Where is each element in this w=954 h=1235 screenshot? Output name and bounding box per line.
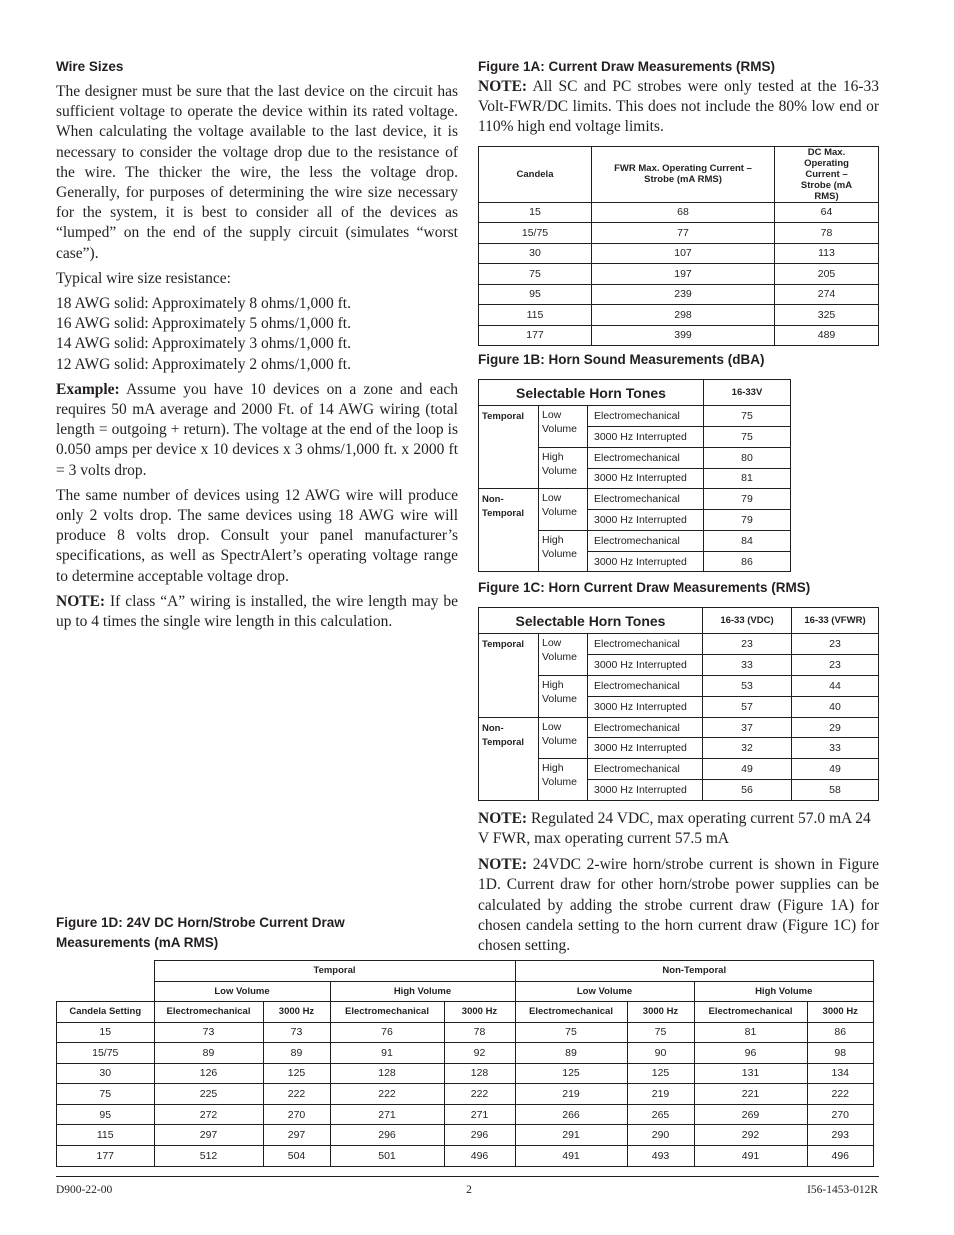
- column-header: 16-33 (VFWR): [792, 608, 879, 634]
- table-cell: 271: [330, 1104, 444, 1125]
- section-heading: Wire Sizes: [56, 59, 124, 74]
- awg-item: 14 AWG solid: Approximately 3 ohms/1,000 ft.: [56, 335, 351, 353]
- paragraph-example: [56, 380, 458, 481]
- table-cell: 125: [627, 1063, 694, 1084]
- column-header: DC Max. Operating Current – Strobe (mA RMS): [775, 146, 879, 202]
- table-cell: 30: [57, 1063, 155, 1084]
- table-cell: 125: [263, 1063, 330, 1084]
- empty-corner: [57, 961, 155, 982]
- table-cell: 491: [694, 1146, 807, 1167]
- table-cell: 265: [627, 1104, 694, 1125]
- table-cell: 33: [792, 738, 879, 759]
- footer-part-number: I56-1453-012R: [807, 1184, 878, 1196]
- figure-1c-table: [478, 607, 879, 800]
- table-cell: 81: [694, 1022, 807, 1043]
- footer-doc-number: D900-22-00: [56, 1184, 113, 1196]
- table-cell: 115: [479, 305, 592, 326]
- paragraph-class-a-note: [56, 592, 458, 632]
- table-cell: 219: [515, 1084, 627, 1105]
- table-cell: 177: [57, 1146, 155, 1167]
- table-cell: 266: [515, 1104, 627, 1125]
- table-cell: 86: [704, 551, 791, 572]
- table-cell: 270: [807, 1104, 874, 1125]
- table-cell: 15: [57, 1022, 155, 1043]
- note-text: 24VDC 2-wire horn/strobe current is shown in Figure 1D. Current draw for other horn/strobe power supplies can be calculated by adding the strobe current draw (Figure 1A) for chosen candela setting to the horn current draw (Figure 1C) for chosen setting.: [478, 856, 879, 955]
- tone-label: Electromechanical: [588, 759, 703, 780]
- tone-label: 3000 Hz Interrupted: [588, 510, 704, 531]
- table-cell: 222: [807, 1084, 874, 1105]
- column-header: FWR Max. Operating Current – Strobe (mA RMS): [592, 146, 775, 202]
- tone-label: Electromechanical: [588, 489, 704, 510]
- table-row: [57, 1104, 874, 1125]
- table-row: [479, 284, 879, 305]
- figure-1a-table: [478, 146, 879, 347]
- table-cell: 274: [775, 284, 879, 305]
- column-header: Selectable Horn Tones: [479, 608, 703, 634]
- table-cell: 78: [444, 1022, 515, 1043]
- tone-label: 3000 Hz Interrupted: [588, 696, 703, 717]
- table-cell: 37: [703, 717, 792, 738]
- figures-column: [478, 58, 879, 956]
- table-cell: 89: [263, 1043, 330, 1064]
- table-cell: 512: [154, 1146, 263, 1167]
- column-header: Electromechanical: [154, 1002, 263, 1023]
- table-cell: 291: [515, 1125, 627, 1146]
- volume-label: High Volume: [539, 759, 588, 801]
- table-cell: 98: [807, 1043, 874, 1064]
- table-cell: 219: [627, 1084, 694, 1105]
- table-cell: 113: [775, 243, 879, 264]
- tone-label: 3000 Hz Interrupted: [588, 738, 703, 759]
- tone-label: 3000 Hz Interrupted: [588, 655, 703, 676]
- note-label: NOTE:: [56, 592, 106, 610]
- tone-label: 3000 Hz Interrupted: [588, 780, 703, 801]
- table-cell: 296: [444, 1125, 515, 1146]
- empty-corner: [57, 981, 155, 1002]
- column-header: 16-33 (VDC): [703, 608, 792, 634]
- column-header: Candela Setting: [57, 1002, 155, 1023]
- table-cell: 89: [515, 1043, 627, 1064]
- tone-label: 3000 Hz Interrupted: [588, 468, 704, 489]
- table-cell: 64: [775, 202, 879, 223]
- table-row: [57, 1146, 874, 1167]
- column-header: 3000 Hz: [807, 1002, 874, 1023]
- figure-1b-table: [478, 379, 791, 572]
- table-row: [479, 406, 791, 427]
- table-cell: 30: [479, 243, 592, 264]
- tone-label: Electromechanical: [588, 406, 704, 427]
- table-row: [479, 202, 879, 223]
- paragraph-typical: Typical wire size resistance:: [56, 269, 231, 287]
- table-cell: 91: [330, 1043, 444, 1064]
- table-cell: 95: [479, 284, 592, 305]
- note-2-wire-current: [478, 855, 879, 956]
- table-cell: 107: [592, 243, 775, 264]
- column-header: 3000 Hz: [444, 1002, 515, 1023]
- table-cell: 53: [703, 676, 792, 697]
- table-row: [57, 1125, 874, 1146]
- table-cell: 271: [444, 1104, 515, 1125]
- figure-1c-title: Figure 1C: Horn Current Draw Measurements (RMS): [478, 580, 811, 596]
- table-cell: 79: [704, 510, 791, 531]
- table-row: [479, 676, 879, 697]
- group-header-temporal: Temporal: [154, 961, 515, 982]
- example-text: Assume you have 10 devices on a zone and each requires 50 mA average and 2000 Ft. of 14 AWG wiring (total length = outgoing + return). The voltage at the end of the loop is 0.050 amps per device x 10 devices x 3 ohms/1,000 ft. x 2000 ft = 3 volts drop.: [56, 380, 458, 479]
- table-cell: 222: [330, 1084, 444, 1105]
- table-cell: 270: [263, 1104, 330, 1125]
- footer-page-number: 2: [466, 1184, 472, 1196]
- note-label: NOTE:: [478, 78, 528, 95]
- volume-label: Low Volume: [539, 634, 588, 676]
- table-cell: 95: [57, 1104, 155, 1125]
- mode-label: Non-Temporal: [479, 489, 539, 572]
- table-row: [57, 1084, 874, 1105]
- figure-1a-title: Figure 1A: Current Draw Measurements (RMS): [478, 59, 776, 74]
- table-cell: 493: [627, 1146, 694, 1167]
- column-header: Electromechanical: [330, 1002, 444, 1023]
- tone-label: Electromechanical: [588, 676, 703, 697]
- table-row: [479, 717, 879, 738]
- table-cell: 496: [807, 1146, 874, 1167]
- table-cell: 134: [807, 1063, 874, 1084]
- table-cell: 32: [703, 738, 792, 759]
- column-header: Candela: [479, 146, 592, 202]
- table-cell: 73: [154, 1022, 263, 1043]
- column-header: Electromechanical: [515, 1002, 627, 1023]
- table-cell: 75: [479, 264, 592, 285]
- table-cell: 90: [627, 1043, 694, 1064]
- subgroup-header: Low Volume: [154, 981, 330, 1002]
- table-cell: 296: [330, 1125, 444, 1146]
- table-row: [479, 634, 879, 655]
- table-cell: 44: [792, 676, 879, 697]
- table-row: [479, 759, 879, 780]
- volume-label: Low Volume: [539, 489, 588, 531]
- table-row: [479, 325, 879, 346]
- table-cell: 221: [694, 1084, 807, 1105]
- figure-1d-title: Figure 1D: 24V DC Horn/Strobe Current Draw Measurements (mA RMS): [56, 915, 345, 950]
- table-cell: 272: [154, 1104, 263, 1125]
- tone-label: Electromechanical: [588, 447, 704, 468]
- table-cell: 292: [694, 1125, 807, 1146]
- table-row: [479, 264, 879, 285]
- table-cell: 79: [704, 489, 791, 510]
- table-cell: 15: [479, 202, 592, 223]
- table-cell: 80: [704, 447, 791, 468]
- table-cell: 15/75: [57, 1043, 155, 1064]
- note-text: All SC and PC strobes were only tested at the 16-33 Volt-FWR/DC limits. This does not include the 80% low end or 110% high end voltage limits.: [478, 78, 879, 136]
- tone-label: 3000 Hz Interrupted: [588, 551, 704, 572]
- mode-label: Temporal: [479, 634, 539, 717]
- table-cell: 75: [515, 1022, 627, 1043]
- table-cell: 76: [330, 1022, 444, 1043]
- table-cell: 222: [444, 1084, 515, 1105]
- mode-label: Non-Temporal: [479, 717, 539, 800]
- table-cell: 489: [775, 325, 879, 346]
- table-cell: 89: [154, 1043, 263, 1064]
- column-header: 3000 Hz: [627, 1002, 694, 1023]
- note-label: NOTE:: [478, 809, 528, 827]
- figure-1a-note: [478, 77, 879, 138]
- table-cell: 131: [694, 1063, 807, 1084]
- tone-label: Electromechanical: [588, 634, 703, 655]
- awg-item: 12 AWG solid: Approximately 2 ohms/1,000 ft.: [56, 355, 351, 373]
- subgroup-header: High Volume: [694, 981, 874, 1002]
- column-header: 16-33V: [704, 380, 791, 406]
- note-text: Regulated 24 VDC, max operating current 57.0 mA 24 V FWR, max operating current 57.5 mA: [478, 809, 871, 848]
- table-cell: 68: [592, 202, 775, 223]
- volume-label: Low Volume: [539, 717, 588, 759]
- awg-list: [56, 294, 458, 375]
- table-cell: 75: [57, 1084, 155, 1105]
- table-cell: 75: [704, 426, 791, 447]
- table-cell: 197: [592, 264, 775, 285]
- figure-1b-title: Figure 1B: Horn Sound Measurements (dBA): [478, 352, 765, 368]
- table-row: [57, 1043, 874, 1064]
- table-row: [479, 243, 879, 264]
- table-cell: 491: [515, 1146, 627, 1167]
- table-cell: 75: [704, 406, 791, 427]
- table-cell: 49: [703, 759, 792, 780]
- table-cell: 15/75: [479, 223, 592, 244]
- table-cell: 40: [792, 696, 879, 717]
- table-cell: 205: [775, 264, 879, 285]
- subgroup-header: Low Volume: [515, 981, 694, 1002]
- tone-label: Electromechanical: [588, 717, 703, 738]
- table-cell: 75: [627, 1022, 694, 1043]
- column-header: 3000 Hz: [263, 1002, 330, 1023]
- table-cell: 81: [704, 468, 791, 489]
- tone-label: Electromechanical: [588, 530, 704, 551]
- volume-label: High Volume: [539, 676, 588, 718]
- table-cell: 128: [330, 1063, 444, 1084]
- table-row: [479, 305, 879, 326]
- table-cell: 73: [263, 1022, 330, 1043]
- table-row: [479, 223, 879, 244]
- table-cell: 49: [792, 759, 879, 780]
- table-cell: 23: [792, 655, 879, 676]
- table-cell: 57: [703, 696, 792, 717]
- volume-label: High Volume: [539, 447, 588, 489]
- note-text: If class “A” wiring is installed, the wire length may be up to 4 times the single wire length in this calculation.: [56, 592, 458, 631]
- example-label: Example:: [56, 380, 120, 398]
- note-label: NOTE:: [478, 856, 528, 874]
- table-cell: 298: [592, 305, 775, 326]
- table-cell: 92: [444, 1043, 515, 1064]
- table-cell: 23: [703, 634, 792, 655]
- table-cell: 86: [807, 1022, 874, 1043]
- table-cell: 125: [515, 1063, 627, 1084]
- awg-item: 16 AWG solid: Approximately 5 ohms/1,000 ft.: [56, 315, 351, 333]
- table-cell: 29: [792, 717, 879, 738]
- table-cell: 77: [592, 223, 775, 244]
- table-cell: 33: [703, 655, 792, 676]
- table-cell: 84: [704, 530, 791, 551]
- table-cell: 58: [792, 780, 879, 801]
- table-cell: 56: [703, 780, 792, 801]
- table-cell: 297: [154, 1125, 263, 1146]
- table-row: [57, 1063, 874, 1084]
- table-cell: 96: [694, 1043, 807, 1064]
- wire-sizes-section: [56, 58, 458, 632]
- volume-label: Low Volume: [539, 406, 588, 448]
- table-cell: 177: [479, 325, 592, 346]
- table-cell: 325: [775, 305, 879, 326]
- volume-label: High Volume: [539, 530, 588, 572]
- table-cell: 496: [444, 1146, 515, 1167]
- column-header: Selectable Horn Tones: [479, 380, 704, 406]
- paragraph-comparison: The same number of devices using 12 AWG wire will produce only 2 volts drop. The same devices using 18 AWG wire will produce 8 volts drop. Consult your panel manufacturer’s specifications, as well as SpectrAlert’s operating voltage range to determine acceptable voltage drop.: [56, 486, 458, 585]
- footer-rule: [56, 1176, 879, 1177]
- group-header-non-temporal: Non-Temporal: [515, 961, 874, 982]
- column-header: Electromechanical: [694, 1002, 807, 1023]
- table-cell: 115: [57, 1125, 155, 1146]
- table-row: [479, 489, 791, 510]
- table-cell: 23: [792, 634, 879, 655]
- table-cell: 126: [154, 1063, 263, 1084]
- table-cell: 239: [592, 284, 775, 305]
- subgroup-header: High Volume: [330, 981, 515, 1002]
- table-cell: 269: [694, 1104, 807, 1125]
- table-cell: 78: [775, 223, 879, 244]
- table-cell: 297: [263, 1125, 330, 1146]
- table-row: [57, 1022, 874, 1043]
- table-cell: 293: [807, 1125, 874, 1146]
- table-cell: 501: [330, 1146, 444, 1167]
- table-cell: 504: [263, 1146, 330, 1167]
- tone-label: 3000 Hz Interrupted: [588, 426, 704, 447]
- awg-item: 18 AWG solid: Approximately 8 ohms/1,000 ft.: [56, 295, 351, 313]
- table-cell: 225: [154, 1084, 263, 1105]
- table-cell: 290: [627, 1125, 694, 1146]
- table-cell: 128: [444, 1063, 515, 1084]
- figure-1d-table: [56, 960, 874, 1167]
- paragraph-wire-intro: The designer must be sure that the last device on the circuit has sufficient voltage to operate the device within its rated voltage. When calculating the voltage available to the last device, it is necessary to consider the voltage drop due to the resistance of the wire. The thicker the wire, the less the voltage drop. Generally, for purposes of determining the wire size necessary for the system, it is best to consider all of the devices as “lumped” on the end of the supply circuit (simulates “worst case”).: [56, 83, 458, 262]
- note-regulated-current: [478, 809, 879, 849]
- table-cell: 222: [263, 1084, 330, 1105]
- table-cell: 399: [592, 325, 775, 346]
- mode-label: Temporal: [479, 406, 539, 489]
